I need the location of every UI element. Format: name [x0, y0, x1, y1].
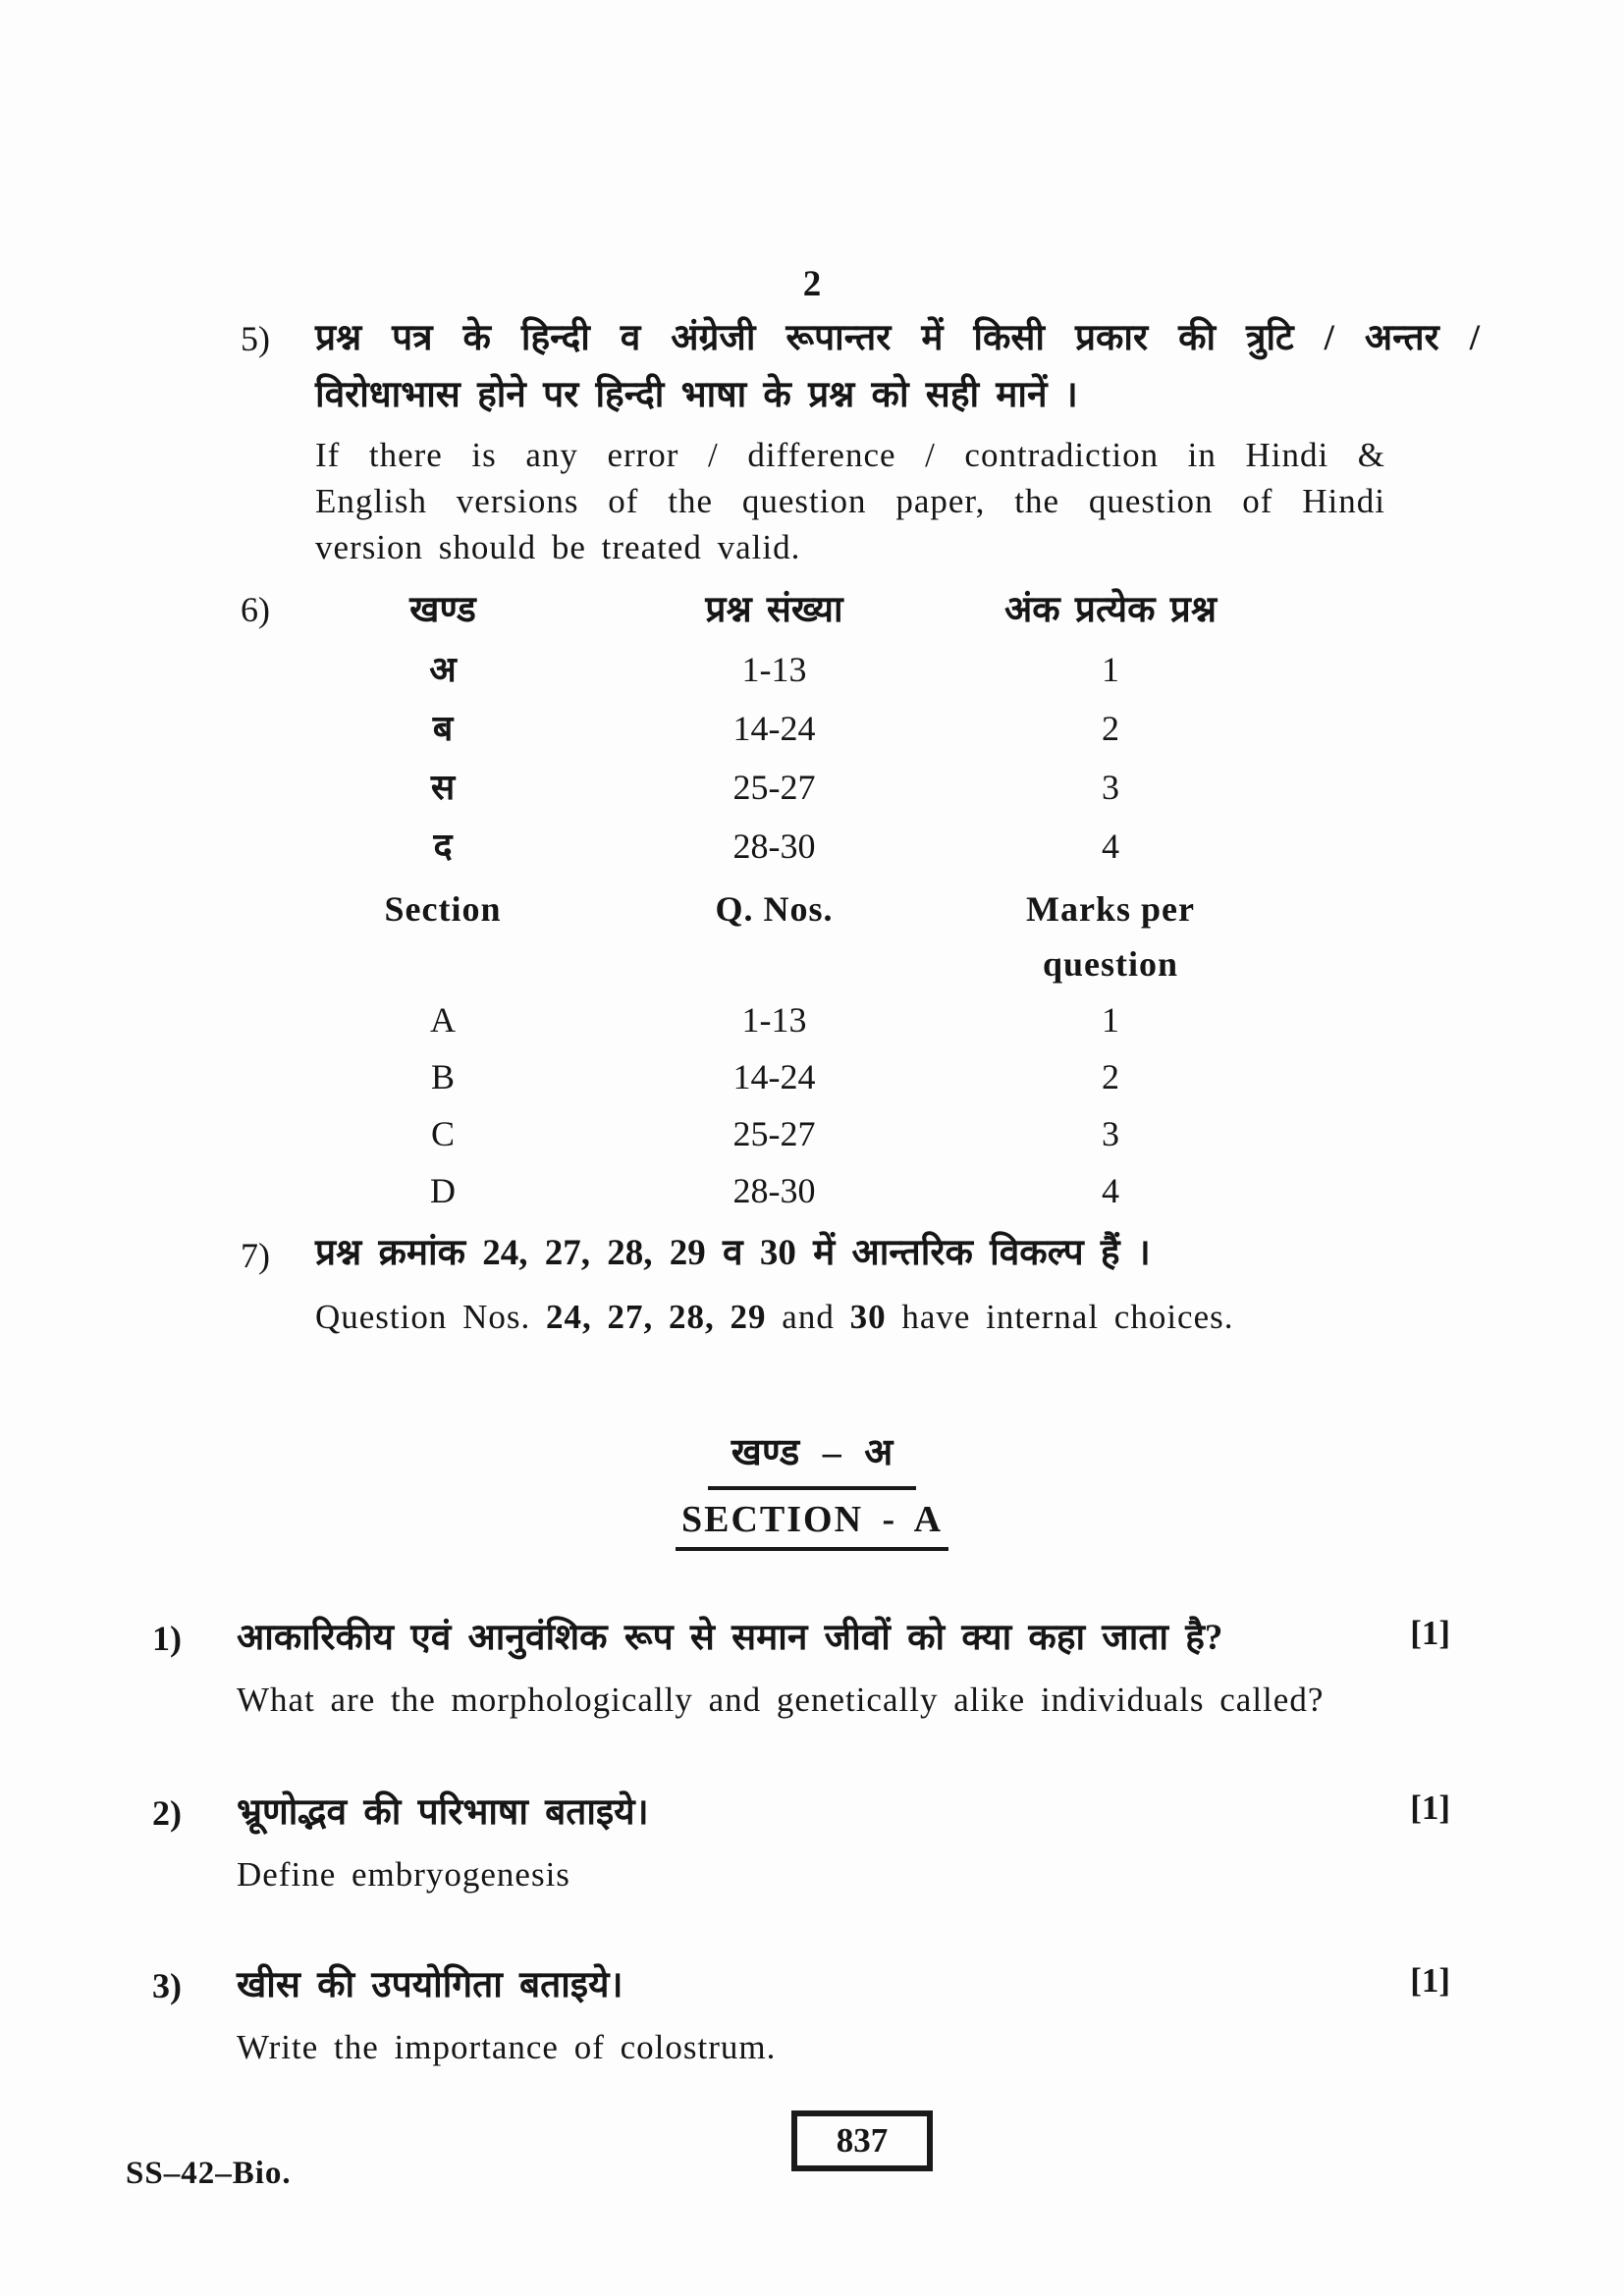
question-2-number: 2): [152, 1793, 182, 1833]
page-number: 2: [802, 264, 822, 304]
paper-code: SS–42–Bio.: [126, 2156, 292, 2191]
hindi-header-section: खण्ड: [409, 590, 476, 630]
cell-qnos: 28-30: [732, 827, 816, 866]
cell-marks: 3: [1102, 1114, 1119, 1153]
section-heading-english: SECTION - A: [0, 1498, 1624, 1551]
english-header-section: Section: [384, 889, 502, 929]
instruction-5: [241, 310, 1480, 570]
question-3-number: 3): [152, 1966, 182, 2005]
hindi-header-marks: अंक प्रत्येक प्रश्न: [1003, 590, 1218, 630]
table-row: [315, 1105, 1243, 1162]
question-1-hindi: आकारिकीय एवं आनुवंशिक रूप से समान जीवों को क्या कहा जाता है?: [237, 1618, 1223, 1658]
question-1-marks: [1]: [1410, 1614, 1450, 1652]
cell-section: C: [430, 1114, 455, 1153]
table-row: [315, 699, 1243, 758]
cell-marks: 3: [1102, 768, 1119, 807]
section-heading-hindi: खण्ड – अ: [0, 1425, 1624, 1490]
cell-section: ब: [432, 709, 454, 748]
question-2-marks: [1]: [1410, 1789, 1450, 1827]
cell-marks: 4: [1102, 1171, 1119, 1210]
question-3-hindi: खीस की उपयोगिता बताइये।: [237, 1965, 623, 2005]
question-3-marks: [1]: [1410, 1961, 1450, 2000]
sections-table: [315, 581, 1243, 1219]
hindi-header-qnos: प्रश्न संख्या: [705, 590, 843, 630]
instruction-7-hindi: प्रश्न क्रमांक 24, 27, 28, 29 व 30 में आन्तरिक विकल्प हैं ।: [315, 1233, 1151, 1273]
question-2-english: Define embryogenesis: [237, 1855, 570, 1894]
instruction-5-number: 5): [241, 319, 270, 358]
table-row: [315, 758, 1243, 817]
instruction-5-english-line-3: version should be treated valid.: [315, 528, 801, 566]
question-3: [152, 1959, 1450, 2070]
question-1-english: What are the morphologically and genetically alike individuals called?: [237, 1681, 1325, 1719]
hindi-table-header-row: [315, 581, 1243, 640]
instruction-6-number: 6): [241, 590, 270, 629]
instruction-7-english: Question Nos. 24, 27, 28, 29 and 30 have internal choices.: [315, 1298, 1234, 1336]
instruction-5-hindi-line-1: प्रश्न पत्र के हिन्दी व अंग्रेजी रूपान्तर में किसी प्रकार की त्रुटि / अन्तर /: [315, 318, 1480, 358]
instruction-7-number: 7): [241, 1236, 270, 1275]
cell-section: अ: [429, 650, 457, 689]
cell-marks: 4: [1102, 827, 1119, 866]
english-header-qnos: Q. Nos.: [715, 889, 834, 929]
table-row: [315, 991, 1243, 1048]
table-row: [315, 817, 1243, 876]
question-3-english: Write the importance of colostrum.: [237, 2028, 777, 2066]
question-2: [152, 1787, 1450, 1897]
cell-marks: 1: [1102, 1000, 1119, 1040]
cell-qnos: 28-30: [732, 1171, 816, 1210]
cell-qnos: 14-24: [732, 709, 816, 748]
english-table-header-row: [315, 881, 1243, 991]
cell-qnos: 1-13: [741, 1000, 807, 1040]
cell-qnos: 1-13: [741, 650, 807, 689]
cell-marks: 1: [1102, 650, 1119, 689]
cell-section: A: [430, 1000, 456, 1040]
cell-section: स: [430, 768, 456, 807]
cell-marks: 2: [1102, 1057, 1119, 1096]
instruction-5-hindi-line-2: विरोधाभास होने पर हिन्दी भाषा के प्रश्न को सही मानें ।: [315, 375, 1078, 415]
question-1-number: 1): [152, 1619, 182, 1658]
table-row: [315, 1162, 1243, 1219]
cell-qnos: 14-24: [732, 1057, 816, 1096]
cell-section: D: [430, 1171, 456, 1210]
instruction-5-english-line-1: If there is any error / difference / contradiction in Hindi &: [315, 436, 1385, 474]
cell-qnos: 25-27: [732, 1114, 816, 1153]
table-row: [315, 640, 1243, 699]
paper-serial-box: 837: [791, 2110, 933, 2171]
english-header-marks: Marks per question: [1026, 889, 1195, 984]
instruction-6: [241, 581, 1480, 1219]
table-row: [315, 1048, 1243, 1105]
cell-qnos: 25-27: [732, 768, 816, 807]
question-1: [152, 1612, 1450, 1723]
instruction-7: [241, 1227, 1546, 1340]
cell-marks: 2: [1102, 709, 1119, 748]
question-2-hindi: भ्रूणोद्भव की परिभाषा बताइये।: [237, 1792, 649, 1833]
instruction-5-english-line-2: English versions of the question paper, the question of Hindi: [315, 482, 1385, 520]
cell-section: B: [430, 1057, 455, 1096]
cell-section: द: [433, 827, 453, 866]
